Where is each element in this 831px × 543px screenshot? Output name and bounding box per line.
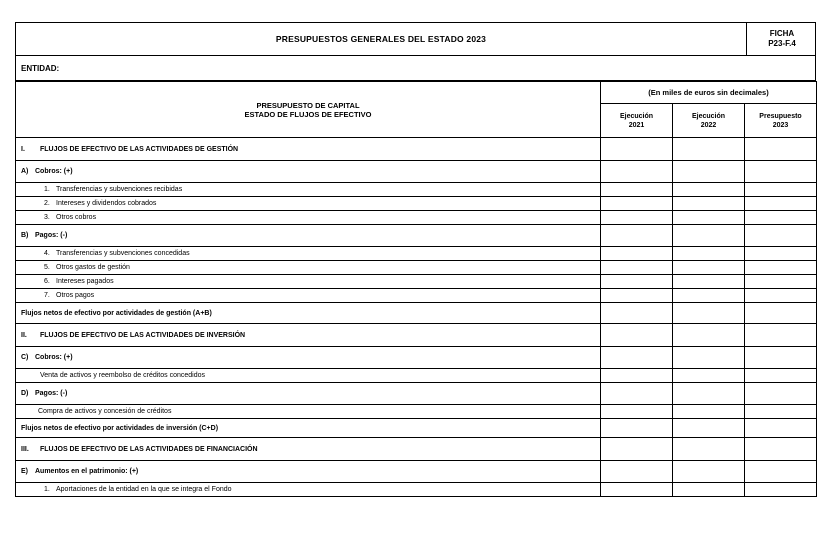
value-cell-2023[interactable] — [745, 197, 817, 211]
value-cell-2023[interactable] — [745, 247, 817, 261]
entity-label: ENTIDAD: — [21, 64, 60, 73]
subsection-heading: C) Cobros: (+) — [16, 347, 601, 369]
value-cell-2021[interactable] — [601, 324, 673, 347]
ficha-number: P23-F.4 — [768, 39, 796, 48]
value-cell-2021[interactable] — [601, 211, 673, 225]
table-row — [16, 383, 817, 405]
value-cell-2021[interactable] — [601, 483, 673, 497]
value-cell-2023[interactable] — [745, 483, 817, 497]
value-cell-2021[interactable] — [601, 161, 673, 183]
line-item: 5. Otros gastos de gestión — [16, 261, 601, 275]
line-item: Venta de activos y reembolso de créditos concedidos — [16, 369, 601, 383]
table-row — [16, 483, 817, 497]
table-caption — [16, 82, 601, 138]
value-cell-2023[interactable] — [745, 347, 817, 369]
value-cell-2023[interactable] — [745, 161, 817, 183]
value-cell-2023[interactable] — [745, 138, 817, 161]
value-cell-2023[interactable] — [745, 261, 817, 275]
value-cell-2023[interactable] — [745, 289, 817, 303]
line-item: 3. Otros cobros — [16, 211, 601, 225]
column-header-2021: Ejecución 2021 — [601, 104, 673, 138]
value-cell-2022[interactable] — [673, 247, 745, 261]
value-cell-2022[interactable] — [673, 324, 745, 347]
table-row — [16, 347, 817, 369]
table-row — [16, 247, 817, 261]
line-item: Compra de activos y concesión de créditos — [16, 405, 601, 419]
value-cell-2022[interactable] — [673, 211, 745, 225]
table-row — [16, 138, 817, 161]
value-cell-2021[interactable] — [601, 419, 673, 438]
table-row — [16, 261, 817, 275]
value-cell-2021[interactable] — [601, 461, 673, 483]
column-header-2022: Ejecución 2022 — [673, 104, 745, 138]
subsection-heading: B) Pagos: (-) — [16, 225, 601, 247]
caption-line-1: PRESUPUESTO DE CAPITAL — [256, 100, 360, 110]
value-cell-2021[interactable] — [601, 405, 673, 419]
line-item: 7. Otros pagos — [16, 289, 601, 303]
table-row — [16, 197, 817, 211]
unit-note: (En miles de euros sin decimales) — [601, 82, 817, 104]
value-cell-2021[interactable] — [601, 289, 673, 303]
table-row — [16, 303, 817, 324]
line-item: 1. Aportaciones de la entidad en la que se integra el Fondo — [16, 483, 601, 497]
value-cell-2022[interactable] — [673, 138, 745, 161]
net-flow-total: Flujos netos de efectivo por actividades de gestión (A+B) — [16, 303, 601, 324]
value-cell-2022[interactable] — [673, 275, 745, 289]
value-cell-2023[interactable] — [745, 225, 817, 247]
value-cell-2022[interactable] — [673, 161, 745, 183]
form-title: PRESUPUESTOS GENERALES DEL ESTADO 2023 — [275, 34, 487, 44]
table-row — [16, 405, 817, 419]
value-cell-2022[interactable] — [673, 383, 745, 405]
table-row — [16, 211, 817, 225]
value-cell-2023[interactable] — [745, 461, 817, 483]
value-cell-2021[interactable] — [601, 183, 673, 197]
value-cell-2021[interactable] — [601, 275, 673, 289]
value-cell-2022[interactable] — [673, 347, 745, 369]
value-cell-2023[interactable] — [745, 211, 817, 225]
column-header-2023: Presupuesto 2023 — [745, 104, 817, 138]
cash-flow-table — [15, 81, 817, 497]
section-heading: I. FLUJOS DE EFECTIVO DE LAS ACTIVIDADES DE GESTIÓN — [16, 138, 601, 161]
value-cell-2021[interactable] — [601, 197, 673, 211]
net-flow-total: Flujos netos de efectivo por actividades de inversión (C+D) — [16, 419, 601, 438]
value-cell-2023[interactable] — [745, 183, 817, 197]
subsection-heading: A) Cobros: (+) — [16, 161, 601, 183]
table-row — [16, 289, 817, 303]
value-cell-2021[interactable] — [601, 369, 673, 383]
value-cell-2022[interactable] — [673, 261, 745, 275]
value-cell-2022[interactable] — [673, 419, 745, 438]
table-row — [16, 275, 817, 289]
value-cell-2022[interactable] — [673, 183, 745, 197]
table-row — [16, 369, 817, 383]
value-cell-2021[interactable] — [601, 138, 673, 161]
subsection-heading: E) Aumentos en el patrimonio: (+) — [16, 461, 601, 483]
value-cell-2023[interactable] — [745, 405, 817, 419]
value-cell-2023[interactable] — [745, 303, 817, 324]
table-row — [16, 161, 817, 183]
value-cell-2021[interactable] — [601, 347, 673, 369]
value-cell-2022[interactable] — [673, 225, 745, 247]
value-cell-2021[interactable] — [601, 438, 673, 461]
table-row — [16, 461, 817, 483]
value-cell-2023[interactable] — [745, 438, 817, 461]
value-cell-2022[interactable] — [673, 289, 745, 303]
section-heading: II. FLUJOS DE EFECTIVO DE LAS ACTIVIDADES DE INVERSIÓN — [16, 324, 601, 347]
table-header-row-1 — [16, 82, 817, 104]
value-cell-2023[interactable] — [745, 383, 817, 405]
value-cell-2023[interactable] — [745, 419, 817, 438]
line-item: 1. Transferencias y subvenciones recibidas — [16, 183, 601, 197]
line-item: 2. Intereses y dividendos cobrados — [16, 197, 601, 211]
table-row — [16, 419, 817, 438]
table-row — [16, 183, 817, 197]
value-cell-2022[interactable] — [673, 405, 745, 419]
value-cell-2021[interactable] — [601, 303, 673, 324]
value-cell-2023[interactable] — [745, 369, 817, 383]
value-cell-2022[interactable] — [673, 197, 745, 211]
line-item: 6. Intereses pagados — [16, 275, 601, 289]
value-cell-2022[interactable] — [673, 303, 745, 324]
value-cell-2023[interactable] — [745, 324, 817, 347]
value-cell-2021[interactable] — [601, 247, 673, 261]
ficha-label: FICHA — [769, 29, 795, 38]
value-cell-2021[interactable] — [601, 383, 673, 405]
value-cell-2022[interactable] — [673, 369, 745, 383]
section-heading: III. FLUJOS DE EFECTIVO DE LAS ACTIVIDADES DE FINANCIACIÓN — [16, 438, 601, 461]
subsection-heading: D) Pagos: (-) — [16, 383, 601, 405]
value-cell-2023[interactable] — [745, 275, 817, 289]
value-cell-2022[interactable] — [673, 461, 745, 483]
value-cell-2021[interactable] — [601, 225, 673, 247]
entity-row — [15, 56, 816, 81]
value-cell-2022[interactable] — [673, 483, 745, 497]
table-row — [16, 324, 817, 347]
form-header — [15, 22, 816, 56]
value-cell-2021[interactable] — [601, 261, 673, 275]
ficha-code — [746, 23, 817, 55]
table-row — [16, 438, 817, 461]
line-item: 4. Transferencias y subvenciones concedidas — [16, 247, 601, 261]
caption-line-2: ESTADO DE FLUJOS DE EFECTIVO — [244, 109, 372, 119]
value-cell-2022[interactable] — [673, 438, 745, 461]
table-row — [16, 225, 817, 247]
